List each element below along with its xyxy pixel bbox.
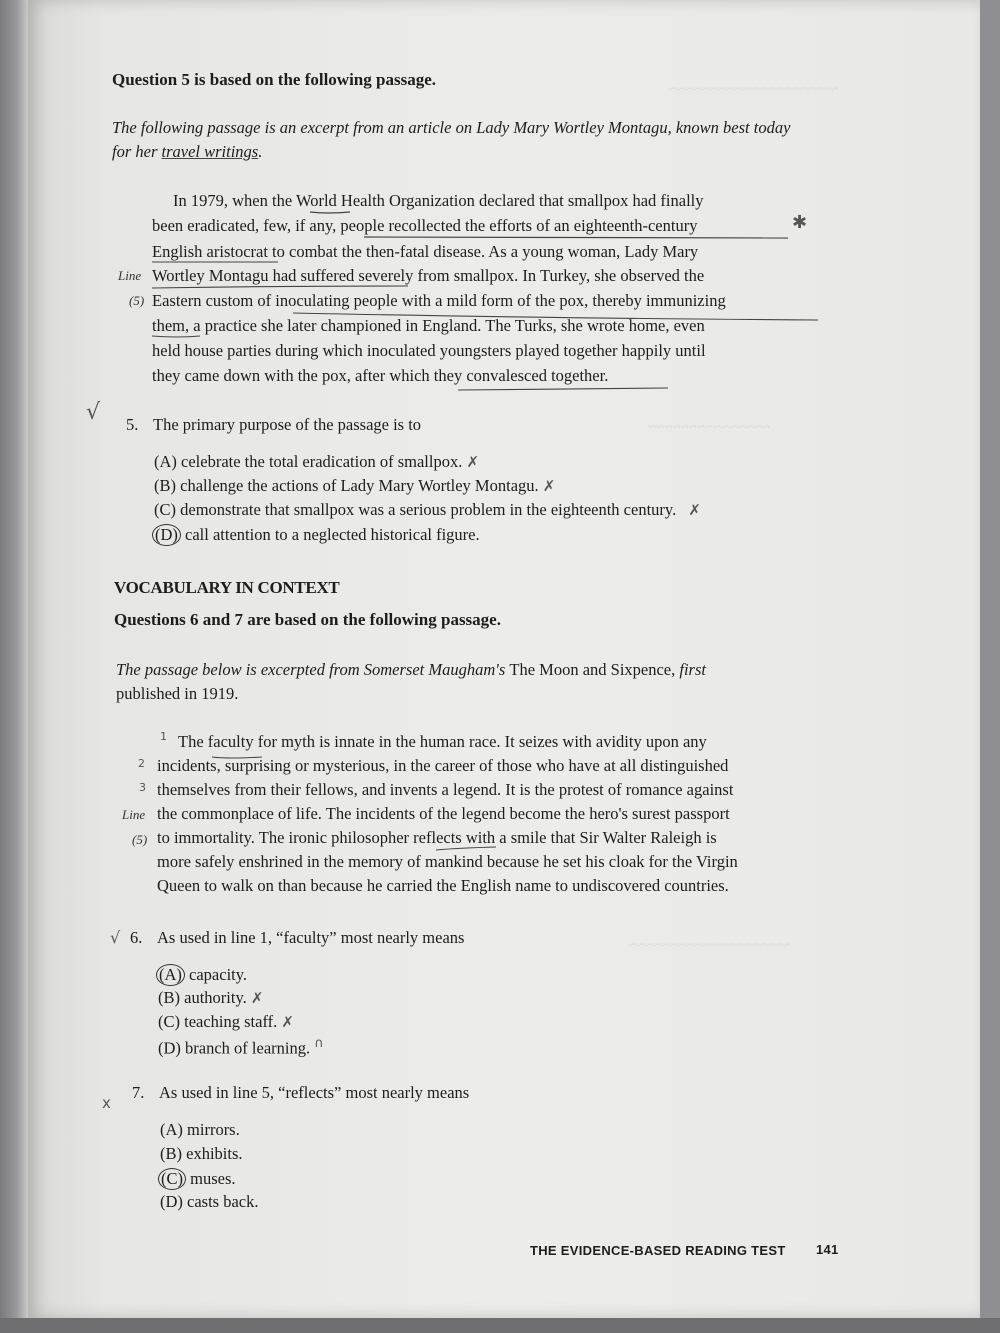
page-number: 141 xyxy=(816,1242,839,1257)
option-letter-circled: (A) xyxy=(156,964,185,986)
line-number-5: (5) xyxy=(132,832,148,847)
line-label: Line xyxy=(122,807,146,822)
star-mark: ✱ xyxy=(792,212,808,233)
q5-intro-text: The following passage is an excerpt from an article on Lady Mary Wortley Montagu, known best today for her xyxy=(112,118,791,161)
running-footer: THE EVIDENCE-BASED READING TEST xyxy=(530,1243,786,1258)
passage-2-line: Queen to walk on than because he carried the English name to undiscovered countries. xyxy=(157,876,729,895)
underline-stroke xyxy=(293,313,818,320)
underline-stroke xyxy=(152,336,200,337)
passage-2-line: The faculty for myth is innate in the human race. It seizes with avidity upon any xyxy=(178,732,707,751)
cross-mark: ✗ xyxy=(281,1013,294,1031)
answer-option[interactable] xyxy=(158,1036,324,1059)
option-letter: (B) xyxy=(160,1144,182,1163)
answer-option-selected[interactable] xyxy=(158,1168,236,1190)
q67-intro-title: The Moon and Sixpence, xyxy=(509,660,676,679)
option-letter-circled: (D) xyxy=(152,524,181,546)
passage-2-line: the commonplace of life. The incidents of the legend become the hero's surest passport xyxy=(157,804,730,823)
wrong-mark: x xyxy=(102,1094,111,1112)
book-spine-shadow xyxy=(0,0,28,1333)
handwritten-line-number: 1 xyxy=(160,730,167,743)
question-6-stem: As used in line 1, “faculty” most nearly means xyxy=(157,928,465,947)
option-text: mirrors. xyxy=(187,1120,240,1139)
answer-option[interactable] xyxy=(160,1144,243,1164)
q5-intro-underlined: travel writings xyxy=(161,142,259,161)
passage-1-line: Eastern custom of inoculating people with a mild form of the pox, thereby immunizing xyxy=(152,291,726,310)
check-mark: √ xyxy=(86,400,101,425)
option-text: challenge the actions of Lady Mary Wortley Montagu. xyxy=(180,476,539,495)
answer-option[interactable] xyxy=(154,452,479,472)
q5-header: Question 5 is based on the following passage. xyxy=(112,70,436,89)
underline-stroke xyxy=(458,388,668,390)
option-text: call attention to a neglected historical figure. xyxy=(185,525,480,544)
passage-1-line: Wortley Montagu had suffered severely from smallpox. In Turkey, she observed the xyxy=(152,266,705,285)
option-letter: (C) xyxy=(158,1012,180,1031)
question-5-number: 5. xyxy=(126,415,139,434)
option-text: teaching staff. xyxy=(184,1012,278,1031)
option-letter: (A) xyxy=(160,1120,183,1139)
option-text: demonstrate that smallpox was a serious problem in the eighteenth century. xyxy=(180,500,677,519)
answer-option[interactable] xyxy=(158,988,263,1008)
squiggle-mark: ∩ xyxy=(314,1036,324,1051)
answer-option-selected[interactable] xyxy=(152,524,480,546)
q5-intro-end: . xyxy=(258,142,263,161)
bleed-through-text: ~~~~~~~~~~~~~~~~~~~~ xyxy=(628,938,791,954)
q67-intro xyxy=(116,658,706,706)
check-mark: √ xyxy=(110,928,121,947)
cross-mark: ✗ xyxy=(688,501,701,519)
book-page xyxy=(28,0,980,1318)
option-letter: (B) xyxy=(158,988,180,1007)
answer-option[interactable] xyxy=(158,1012,294,1032)
option-text: muses. xyxy=(190,1169,236,1188)
option-letter: (D) xyxy=(160,1192,183,1211)
answer-option[interactable] xyxy=(160,1192,259,1212)
underline-stroke xyxy=(152,286,408,288)
option-text: branch of learning. xyxy=(185,1038,311,1058)
q67-intro-text: The passage below is excerpted from Somerset Maugham's xyxy=(116,660,510,679)
background-surface xyxy=(0,1318,1000,1333)
q67-header: Questions 6 and 7 are based on the following passage. xyxy=(114,610,501,629)
passage-2-line: incidents, surprising or mysterious, in the career of those who have at all distinguished xyxy=(157,756,729,775)
passage-1-line: they came down with the pox, after which they convalesced together. xyxy=(152,366,609,385)
passage-1-line: held house parties during which inoculated youngsters played together happily until xyxy=(152,341,706,360)
option-text: casts back. xyxy=(187,1192,259,1211)
line-number-5: (5) xyxy=(129,293,145,308)
q67-intro-line2: published in 1919. xyxy=(116,684,239,703)
bleed-through-text: ~~~~~~~~~~~~~~~~~~~~~ xyxy=(668,82,839,98)
passage-1-line: In 1979, when the World Health Organization declared that smallpox had finally xyxy=(173,191,704,210)
option-letter: (B) xyxy=(154,476,176,495)
handwritten-line-number: 3 xyxy=(139,781,146,794)
q67-intro-first: first xyxy=(675,660,706,679)
option-text: capacity. xyxy=(189,965,248,984)
underline-stroke xyxy=(310,212,350,213)
option-letter: (A) xyxy=(154,452,177,471)
option-letter-circled: (C) xyxy=(158,1168,186,1190)
answer-option[interactable] xyxy=(154,500,701,520)
option-letter: (D) xyxy=(158,1038,181,1058)
question-6-number: 6. xyxy=(130,928,143,947)
cross-mark: ✗ xyxy=(466,453,480,471)
passage-2-line: more safely enshrined in the memory of mankind because he set his cloak for the Virgin xyxy=(157,852,738,871)
passage-1-line: them, a practice she later championed in England. The Turks, she wrote home, even xyxy=(152,316,705,335)
handwritten-line-number: 2 xyxy=(138,757,145,770)
bleed-through-text: ~~~~~~~~~~~~~~~ xyxy=(648,420,770,436)
option-text: celebrate the total eradication of smallpox. xyxy=(181,452,463,471)
passage-2-line: to immortality. The ironic philosopher reflects with a smile that Sir Walter Raleigh is xyxy=(157,828,717,847)
cross-mark: ✗ xyxy=(250,989,264,1007)
line-label: Line xyxy=(118,268,142,283)
passage-1-line: been eradicated, few, if any, people recollected the efforts of an eighteenth-century xyxy=(152,216,698,235)
option-text: exhibits. xyxy=(186,1144,243,1163)
option-letter: (C) xyxy=(154,500,176,519)
answer-option[interactable] xyxy=(154,476,555,496)
passage-2-line: themselves from their fellows, and invents a legend. It is the protest of romance against xyxy=(157,780,734,799)
answer-option-selected[interactable] xyxy=(156,964,247,986)
underline-stroke xyxy=(364,237,788,238)
option-text: authority. xyxy=(184,988,247,1007)
passage-1-line: English aristocrat to combat the then-fatal disease. As a young woman, Lady Mary xyxy=(152,242,699,261)
question-7-stem: As used in line 5, “reflects” most nearly means xyxy=(159,1083,470,1102)
cross-mark: ✗ xyxy=(542,477,556,495)
vocab-header: VOCABULARY IN CONTEXT xyxy=(114,578,340,597)
answer-option[interactable] xyxy=(160,1120,240,1140)
question-7-number: 7. xyxy=(132,1083,145,1102)
question-5-stem: The primary purpose of the passage is to xyxy=(153,415,422,434)
